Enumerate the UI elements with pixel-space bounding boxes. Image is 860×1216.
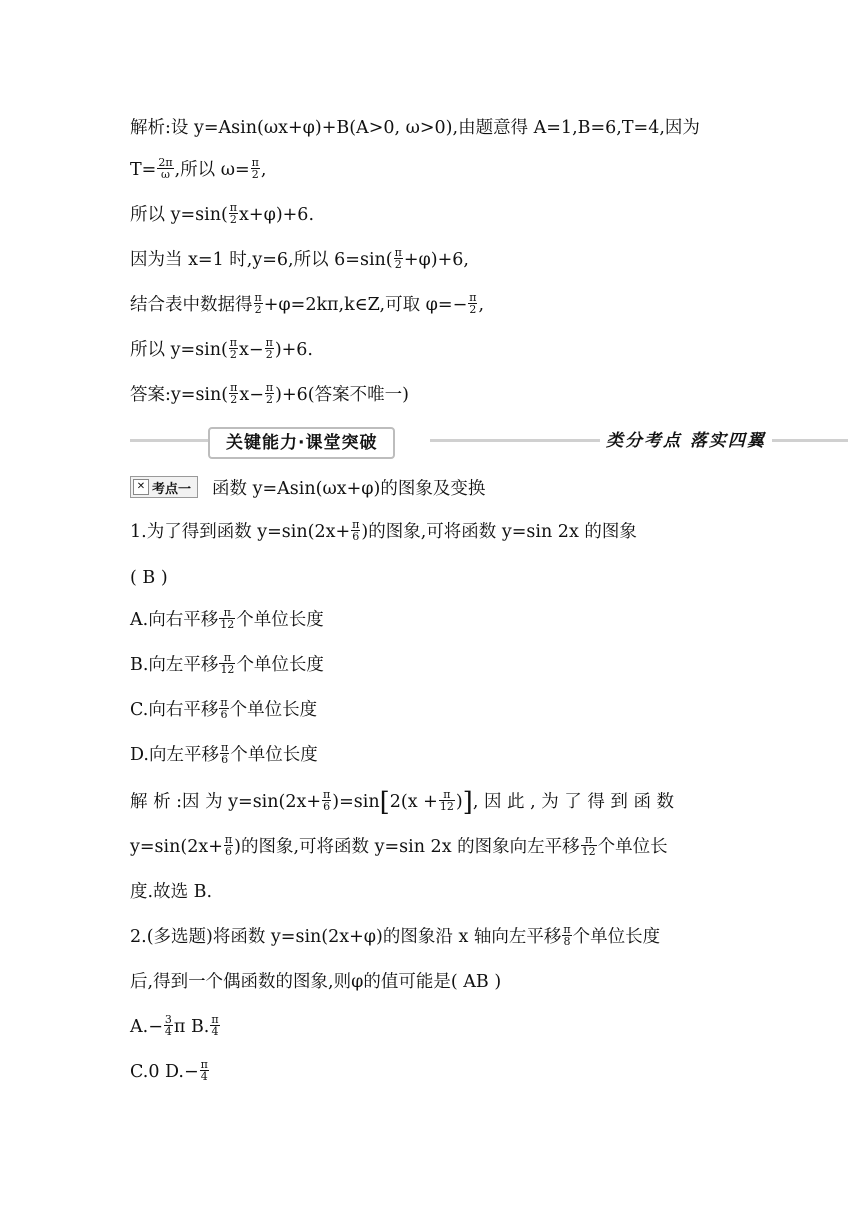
fraction-denominator: 2 bbox=[265, 348, 273, 361]
fraction-numerator: π bbox=[220, 741, 229, 754]
q1-option-d bbox=[130, 743, 318, 767]
q1-option-b bbox=[130, 653, 324, 677]
text-segment: 所以 y=sin( bbox=[130, 205, 228, 225]
text-segment: ,所以 ω= bbox=[174, 160, 250, 180]
text-segment: x− bbox=[239, 385, 264, 405]
text-segment: +φ)+6, bbox=[403, 250, 469, 270]
q2-stem-line-2: 后,得到一个偶函数的图象,则φ的值可能是( AB ) bbox=[130, 972, 502, 992]
left-bracket: [ bbox=[379, 787, 390, 818]
text-segment: 解 析 :因 为 y=sin(2x+ bbox=[130, 792, 322, 812]
fraction-numerator: π bbox=[352, 518, 360, 531]
q1-explanation-line-1 bbox=[130, 787, 675, 818]
topic-icon: ✕ bbox=[133, 479, 149, 495]
solution-line-5 bbox=[130, 293, 484, 317]
text-segment: D.向左平移 bbox=[130, 745, 219, 765]
fraction bbox=[164, 1014, 173, 1037]
q1-answer: ( B ) bbox=[130, 568, 168, 588]
fraction bbox=[224, 834, 233, 857]
fraction bbox=[251, 157, 260, 180]
fraction-denominator: 6 bbox=[352, 530, 360, 543]
q1-explanation-line-2 bbox=[130, 835, 668, 859]
fraction-numerator: π bbox=[323, 788, 331, 801]
fraction-denominator: 8 bbox=[563, 935, 571, 948]
topic-heading bbox=[130, 476, 485, 498]
fraction-denominator: 2 bbox=[266, 393, 274, 406]
text-segment: 1.为了得到函数 y=sin(2x+ bbox=[130, 522, 351, 542]
fraction-numerator: π bbox=[219, 652, 235, 664]
text-segment: , 因 此 , 为 了 得 到 函 数 bbox=[472, 792, 675, 812]
fraction-denominator: ω bbox=[160, 168, 170, 181]
fraction bbox=[219, 607, 235, 630]
text-segment: 个单位长 bbox=[597, 837, 668, 857]
text-segment: B.向左平移 bbox=[130, 655, 219, 675]
text-segment: )+6. bbox=[274, 340, 313, 360]
fraction-denominator: 12 bbox=[439, 800, 454, 813]
fraction bbox=[322, 789, 331, 812]
text-segment: ) bbox=[455, 792, 463, 812]
fraction-denominator: 2 bbox=[230, 393, 238, 406]
fraction-numerator: π bbox=[254, 291, 262, 304]
fraction-numerator: π bbox=[200, 1058, 208, 1071]
fraction-denominator: 2 bbox=[229, 213, 237, 226]
fraction-denominator: 12 bbox=[220, 618, 235, 631]
text-segment: , bbox=[478, 295, 485, 315]
text-segment: )的图象,可将函数 y=sin 2x 的图象向左平移 bbox=[234, 837, 580, 857]
fraction bbox=[439, 789, 455, 812]
fraction bbox=[254, 292, 263, 315]
text-segment: 所以 y=sin( bbox=[130, 340, 228, 360]
fraction-numerator: π bbox=[265, 336, 273, 349]
text-segment: x− bbox=[239, 340, 264, 360]
text-segment: x+φ)+6. bbox=[239, 205, 315, 225]
fraction-denominator: 6 bbox=[221, 753, 229, 766]
fraction bbox=[219, 697, 228, 720]
fraction-numerator: π bbox=[219, 607, 235, 619]
text-segment: 2(x + bbox=[389, 792, 438, 812]
topic-badge: ✕ 考点一 bbox=[130, 476, 198, 498]
text-segment: 个单位长度 bbox=[236, 610, 324, 630]
text-segment: 因为当 x=1 时,y=6,所以 6=sin( bbox=[130, 250, 393, 270]
q1-explanation-line-3: 度.故选 B. bbox=[130, 882, 213, 902]
fraction-numerator: 3 bbox=[164, 1013, 172, 1026]
fraction-numerator: π bbox=[563, 923, 571, 936]
text-segment: A.向右平移 bbox=[130, 610, 219, 630]
fraction-numerator: π bbox=[251, 156, 259, 169]
solution-line-1 bbox=[130, 116, 700, 140]
fraction bbox=[229, 337, 238, 360]
fraction-denominator: 2 bbox=[394, 258, 402, 271]
text-segment: y=sin(2x+ bbox=[130, 837, 223, 857]
fraction bbox=[229, 202, 238, 225]
fraction bbox=[219, 652, 235, 675]
fraction bbox=[468, 292, 477, 315]
text-segment: +φ=2kπ,k∈Z,可取 φ=− bbox=[263, 295, 468, 315]
text-segment: 结合表中数据得 bbox=[130, 295, 253, 315]
right-bracket: ] bbox=[462, 787, 473, 818]
fraction-denominator: 2 bbox=[469, 303, 477, 316]
text-segment: , bbox=[260, 160, 267, 180]
solution-line-3 bbox=[130, 203, 314, 227]
banner-rule-left bbox=[130, 439, 208, 442]
fraction-denominator: 2 bbox=[254, 303, 262, 316]
fraction bbox=[265, 382, 274, 405]
text-segment: 个单位长度 bbox=[572, 927, 661, 947]
solution-line-6 bbox=[130, 338, 313, 362]
answer-line bbox=[130, 383, 409, 407]
fraction-denominator: 12 bbox=[581, 845, 596, 858]
text-segment: A.− bbox=[130, 1017, 163, 1037]
banner-label: 关键能力·课堂突破 bbox=[208, 427, 395, 459]
text-segment: 个单位长度 bbox=[236, 655, 324, 675]
text-segment: 个单位长度 bbox=[229, 700, 318, 720]
text-segment: )=sin bbox=[332, 792, 380, 812]
fraction bbox=[351, 519, 360, 542]
fraction bbox=[229, 382, 238, 405]
fraction-numerator: 2π bbox=[158, 156, 173, 169]
text-segment: C.向右平移 bbox=[130, 700, 219, 720]
fraction-denominator: 6 bbox=[323, 800, 331, 813]
solution-line-2 bbox=[130, 158, 266, 182]
text-segment: 答案:y=sin( bbox=[130, 385, 229, 405]
fraction-numerator: π bbox=[469, 291, 477, 304]
q2-options-cd bbox=[130, 1060, 210, 1084]
solution-line-4 bbox=[130, 248, 469, 272]
fraction-numerator: π bbox=[211, 1013, 219, 1026]
fraction-denominator: 6 bbox=[220, 708, 228, 721]
text-segment: T= bbox=[130, 160, 157, 180]
text-segment: 个单位长度 bbox=[230, 745, 318, 765]
q2-stem-line-1 bbox=[130, 925, 660, 949]
fraction-numerator: π bbox=[394, 246, 402, 259]
fraction-numerator: π bbox=[265, 381, 274, 394]
fraction-numerator: π bbox=[581, 834, 597, 846]
fraction-numerator: π bbox=[220, 696, 228, 709]
fraction bbox=[394, 247, 403, 270]
banner-slogan: 类分考点 落实四翼 bbox=[600, 427, 772, 455]
fraction-denominator: 4 bbox=[200, 1070, 208, 1083]
section-banner bbox=[130, 425, 848, 461]
q1-stem bbox=[130, 520, 637, 544]
fraction-denominator: 4 bbox=[164, 1025, 172, 1038]
fraction-denominator: 6 bbox=[225, 845, 233, 858]
text-segment: )的图象,可将函数 y=sin 2x 的图象 bbox=[361, 522, 637, 542]
q2-options-ab bbox=[130, 1015, 221, 1039]
fraction-denominator: 12 bbox=[220, 663, 235, 676]
fraction-numerator: π bbox=[224, 833, 233, 846]
fraction bbox=[210, 1014, 219, 1037]
text-segment: 解析:设 y=Asin(ωx+φ)+B(A>0, ω>0),由题意得 A=1,B=6,T=4,因为 bbox=[130, 118, 700, 138]
fraction-denominator: 4 bbox=[211, 1025, 219, 1038]
fraction bbox=[157, 157, 173, 180]
fraction-numerator: π bbox=[230, 381, 238, 394]
fraction bbox=[562, 924, 571, 947]
text-segment: π B. bbox=[173, 1017, 210, 1037]
text-segment: C.0 D.− bbox=[130, 1062, 199, 1082]
fraction bbox=[220, 742, 229, 765]
fraction bbox=[581, 834, 597, 857]
fraction-numerator: π bbox=[229, 336, 238, 349]
text-segment: 2.(多选题)将函数 y=sin(2x+φ)的图象沿 x 轴向左平移 bbox=[130, 927, 562, 947]
fraction-denominator: 2 bbox=[229, 348, 237, 361]
text-segment: )+6(答案不唯一) bbox=[275, 385, 409, 405]
q1-option-a bbox=[130, 608, 324, 632]
fraction-numerator: π bbox=[229, 201, 238, 214]
q1-option-c bbox=[130, 698, 317, 722]
fraction-numerator: π bbox=[439, 789, 455, 801]
fraction bbox=[265, 337, 274, 360]
fraction-denominator: 2 bbox=[251, 168, 259, 181]
topic-title: 函数 y=Asin(ωx+φ)的图象及变换 bbox=[212, 478, 486, 499]
fraction bbox=[200, 1059, 209, 1082]
